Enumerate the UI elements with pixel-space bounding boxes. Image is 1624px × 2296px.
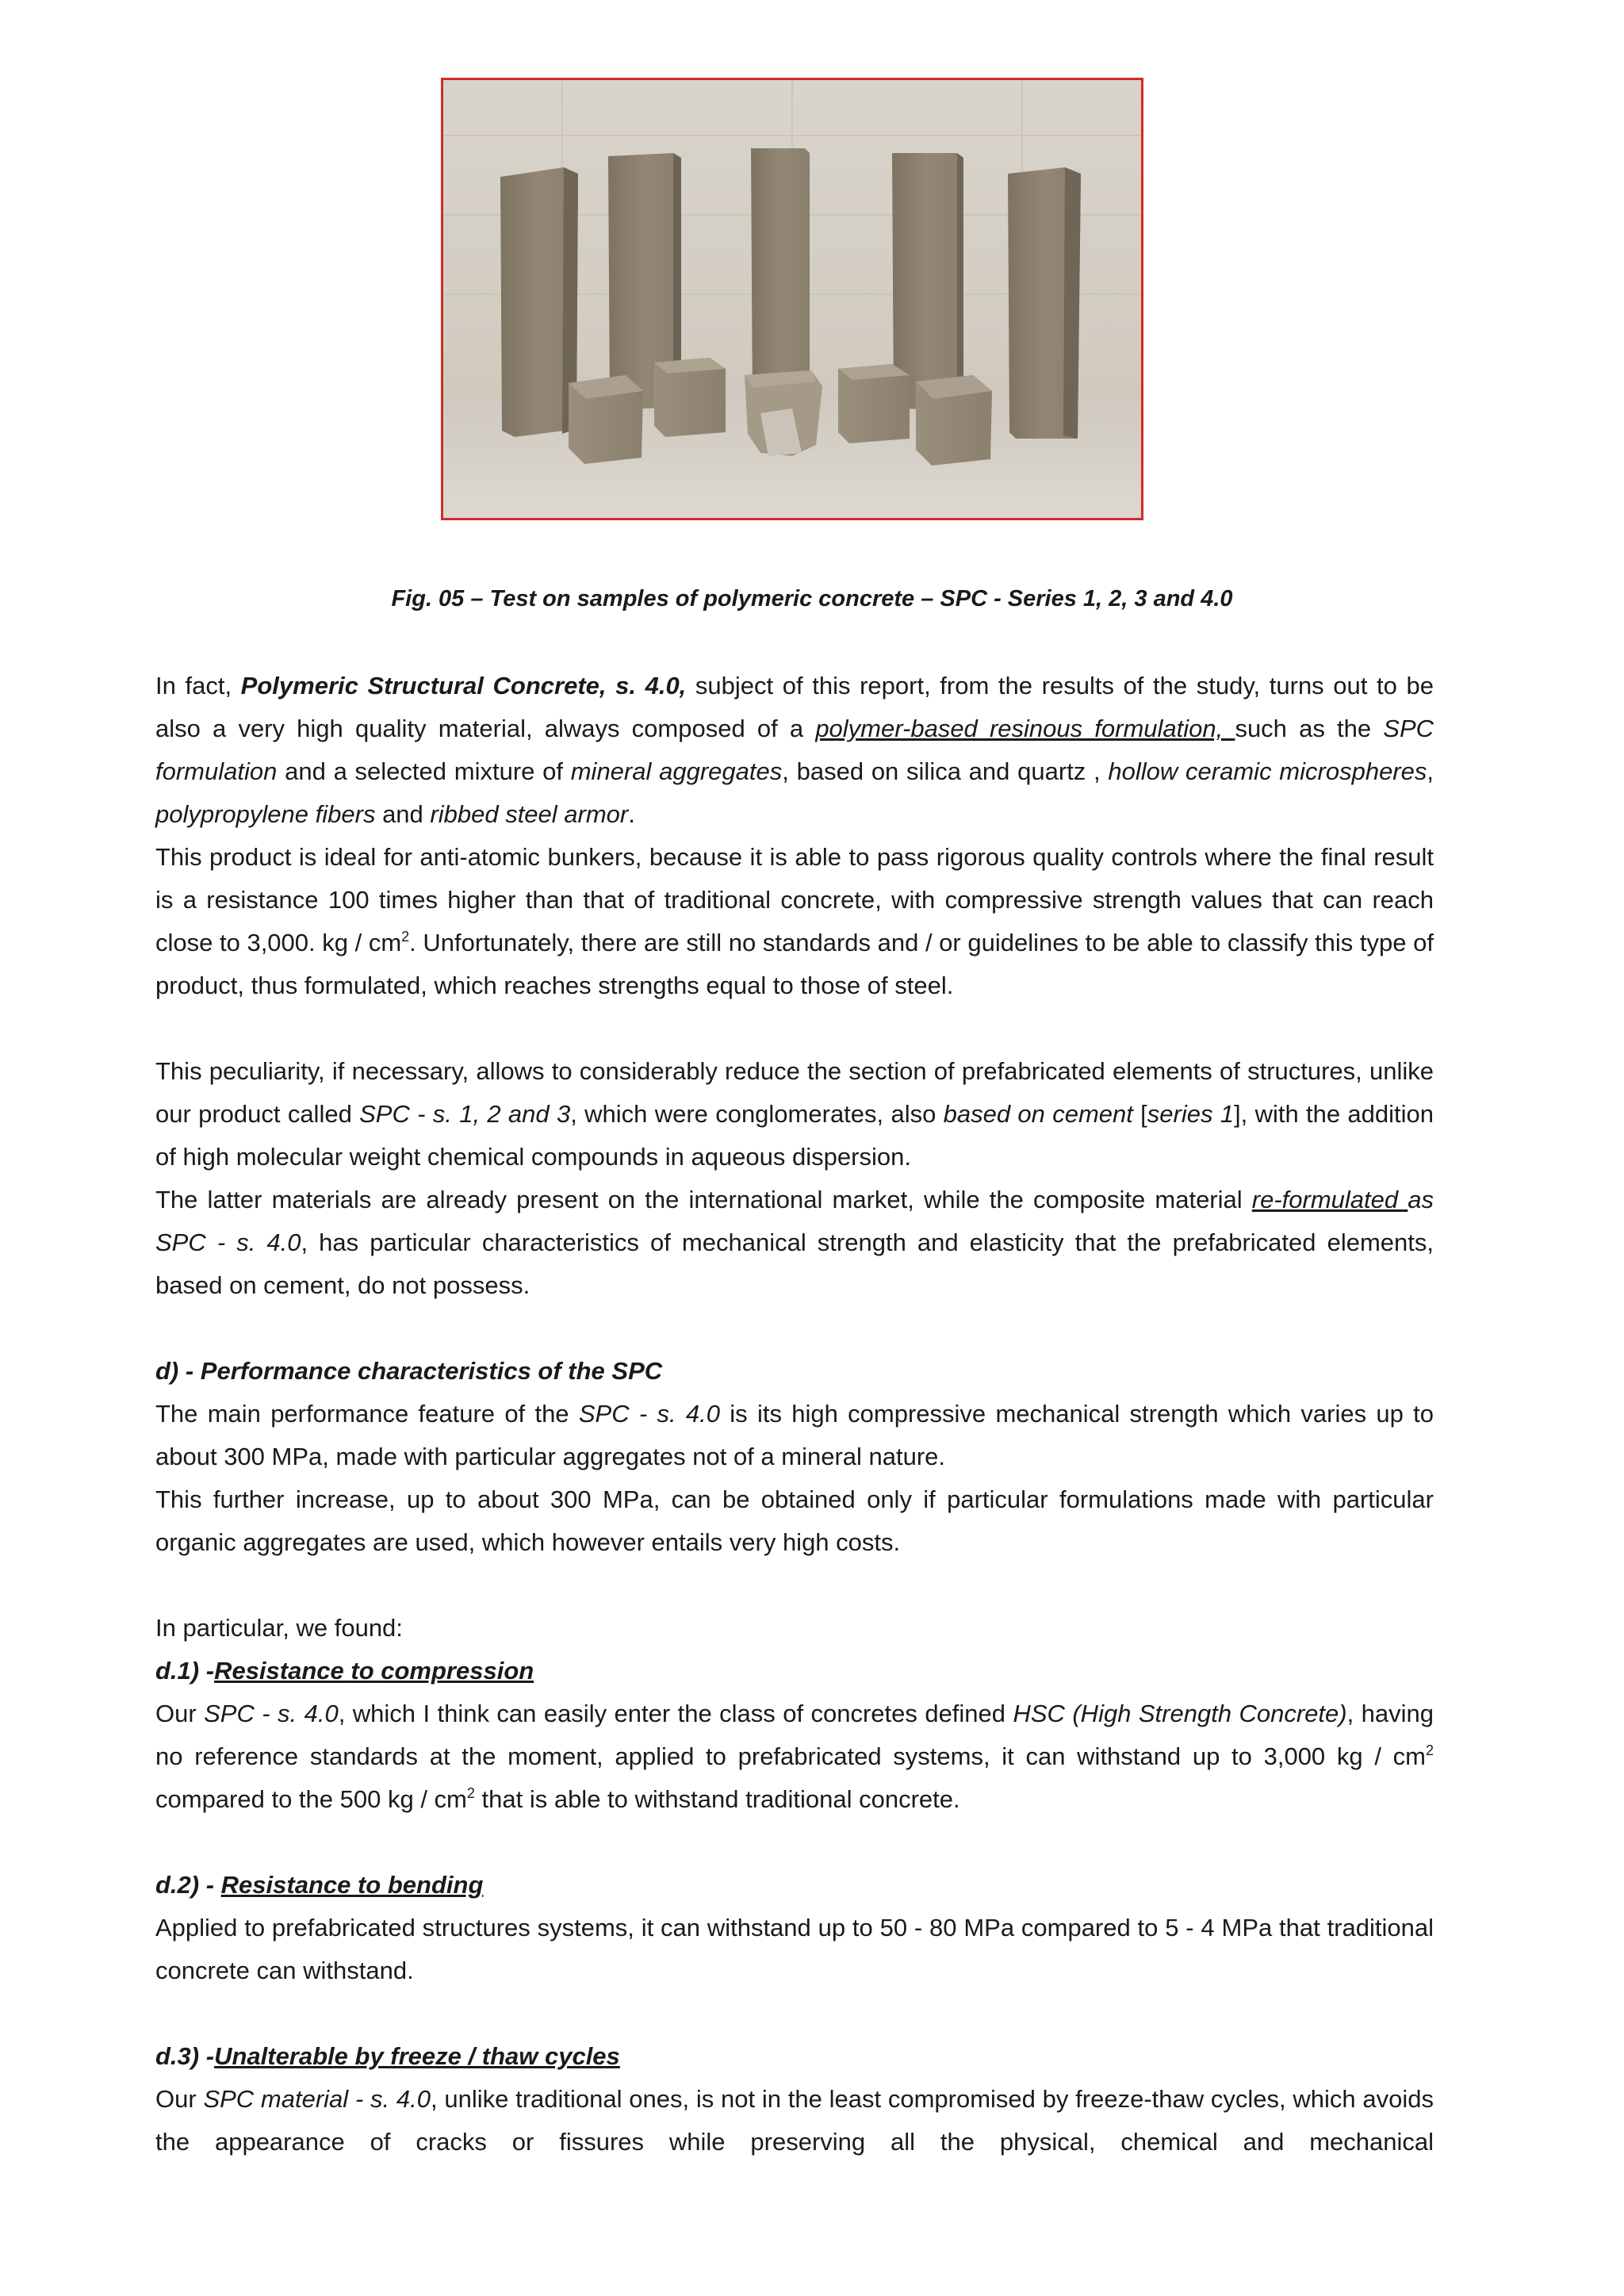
section-d-heading: d) - Performance characteristics of the SPC (155, 1357, 663, 1385)
paragraph-3: This peculiarity, if necessary, allows to considerably reduce the section of prefabricated elements of structures, unlike our product called SPC - s. 1, 2 and 3, which were conglomerates, also based on cement [series 1], with the addition of high molecular weight chemical compounds in aqueous dispersion. (155, 1057, 1434, 1171)
paragraph-2: This product is ideal for anti-atomic bunkers, because it is able to pass rigorous quality controls where the final result is a resistance 100 times higher than that of traditional concrete, with compressive strength values that can reach close to 3,000. kg / $cm^2$. Unfortunately, there are still no standards and / or guidelines to be able to classify this type of product, thus formulated, which reaches strengths equal to those of steel. (155, 843, 1434, 999)
d2-heading: d.2) - Resistance to bending (155, 1871, 484, 1899)
paragraph-1: In fact, Polymeric Structural Concrete, s. 4.0, subject of this report, from the results of the study, turns out to be also a very high quality material, always composed of a polymer-based resinous formulation, such as the SPC formulation and a selected mixture of mineral aggregates, based on silica and quartz , hollow ceramic microspheres, polypropylene fibers and ribbed steel armor. (155, 672, 1434, 828)
concrete-samples-photo (443, 80, 1141, 518)
d3-paragraph: Our SPC material - s. 4.0, unlike traditional ones, is not in the least compromised by freeze-thaw cycles, which avoids the appearance of cracks or fissures while preserving all the physical, chemical and mechanical (155, 2085, 1434, 2156)
broken-sample (745, 370, 822, 456)
figure-caption: Fig. 05 – Test on samples of polymeric concrete – SPC - Series 1, 2, 3 and 4.0 (391, 586, 1233, 611)
tall-prism-1 (500, 167, 578, 437)
d3-heading: d.3) -Unalterable by freeze / thaw cycles (155, 2042, 620, 2070)
d1-paragraph: Our SPC - s. 4.0, which I think can easily enter the class of concretes defined HSC (High Strength Concrete), having no reference standards at the moment, applied to prefabricated systems, it can withstand up to 3,000 kg / $cm^2$ compared to the 500 kg / $cm^2$ that is able to withstand traditional concrete. (155, 1700, 1434, 1813)
cube-2 (654, 358, 726, 437)
tall-prism-3 (751, 148, 810, 407)
cube-3 (838, 364, 910, 443)
tall-prism-5 (1008, 167, 1081, 439)
d2-paragraph: Applied to prefabricated structures systems, it can withstand up to 50 - 80 MPa compared to 5 - 4 MPa that traditional concrete can withstand. (155, 1914, 1434, 1984)
d1-heading: d.1) -Resistance to compression (155, 1657, 534, 1685)
paragraph-4: The latter materials are already present on the international market, while the composite material re-formulated as SPC - s. 4.0, has particular characteristics of mechanical strength and elasticity that the prefabricated elements, based on cement, do not possess. (155, 1186, 1434, 1299)
section-d-paragraph-1: The main performance feature of the SPC - s. 4.0 is its high compressive mechanical strength which varies up to about 300 MPa, made with particular aggregates not of a mineral nature. (155, 1400, 1434, 1470)
section-d-paragraph-2: This further increase, up to about 300 MPa, can be obtained only if particular formulations made with particular organic aggregates are used, which however entails very high costs. (155, 1485, 1434, 1556)
cube-1 (569, 375, 643, 464)
figure-photo-frame (441, 78, 1143, 520)
body-text (155, 665, 1434, 2164)
section-d-paragraph-3: In particular, we found: (155, 1614, 403, 1642)
cube-4 (916, 375, 992, 466)
